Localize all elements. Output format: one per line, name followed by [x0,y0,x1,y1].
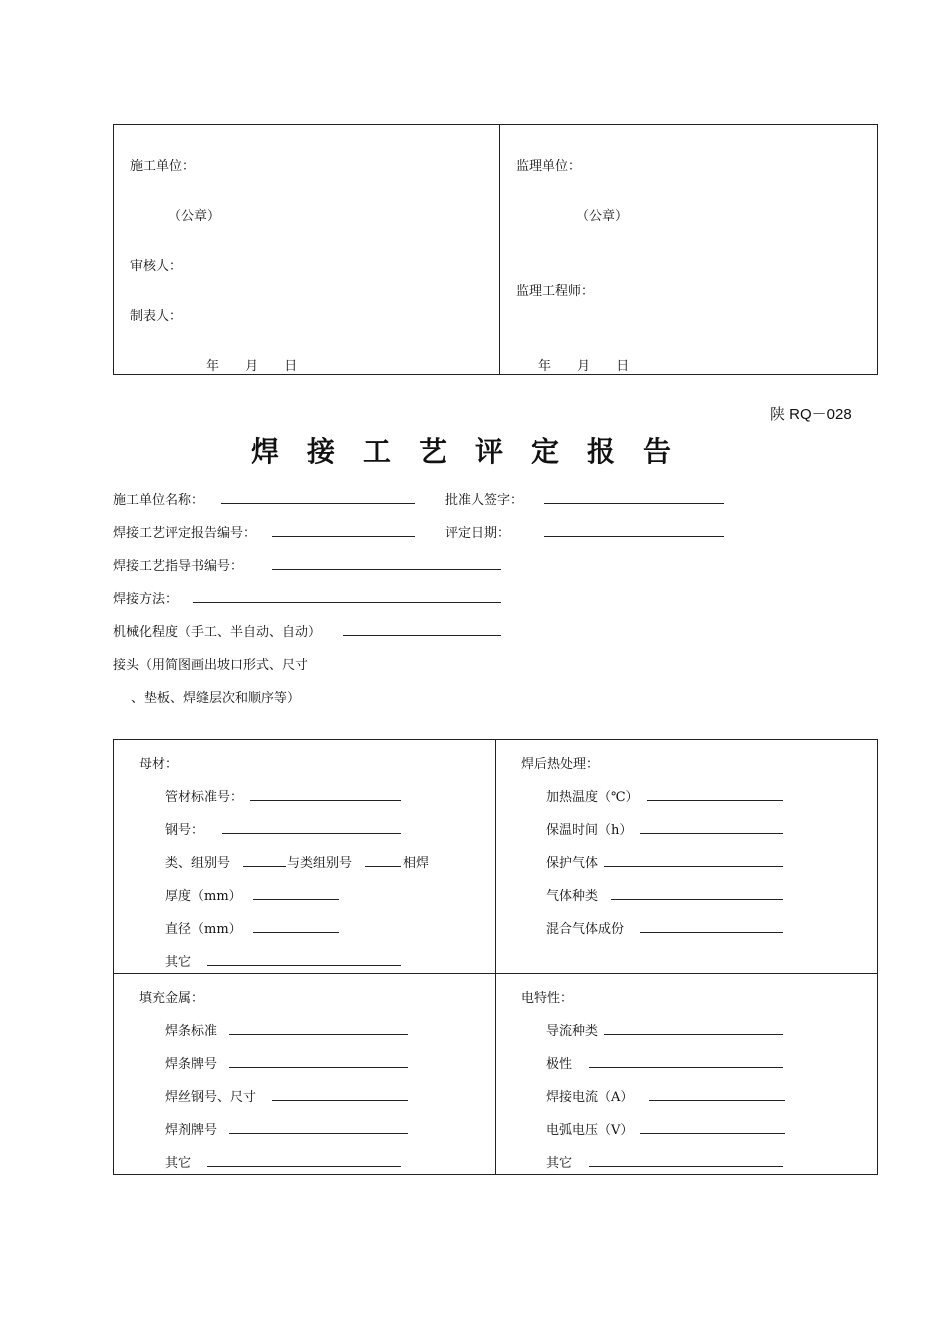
electrical-heading: 电特性： [521,991,574,1006]
gas-mix-label: 混合气体成份 [546,922,625,937]
class-group-with-label: 与类组别号 [287,856,353,871]
eval-date-field[interactable] [544,536,724,537]
supervision-seal: （公章） [576,209,629,224]
filler-other-field[interactable] [207,1166,401,1167]
welding-current-field[interactable] [649,1100,785,1101]
arc-voltage-label: 电弧电压（V） [546,1123,634,1138]
construction-date: 年 月 日 [206,359,298,374]
joint-description-line2: 、垫板、焊缝层次和顺序等） [131,691,301,706]
wps-no-field[interactable] [272,569,501,570]
gas-type-label: 气体种类 [546,889,599,904]
thickness-label: 厚度（mm） [165,889,242,904]
flux-label: 焊剂牌号 [165,1123,218,1138]
mechanization-field[interactable] [343,635,501,636]
base-metal-other-field[interactable] [207,965,401,966]
hold-time-label: 保温时间（h） [546,823,633,838]
parameters-table-divider [495,739,496,1175]
thickness-field[interactable] [253,899,339,900]
electrode-brand-field[interactable] [229,1067,408,1068]
electrode-std-label: 焊条标准 [165,1024,218,1039]
unit-name-field[interactable] [221,503,415,504]
parameters-table-row-divider [113,973,878,974]
diameter-label: 直径（mm） [165,922,242,937]
heat-temp-field[interactable] [647,800,783,801]
class-group-label: 类、组别号 [165,856,231,871]
reviewer-label: 审核人： [130,259,183,274]
approval-box [113,124,878,375]
gas-type-field[interactable] [611,899,783,900]
filler-other-label: 其它 [165,1156,192,1171]
welding-current-label: 焊接电流（A） [546,1090,634,1105]
preparer-label: 制表人： [130,309,183,324]
class-group-field-b[interactable] [365,866,401,867]
wire-field[interactable] [272,1100,408,1101]
wps-no-label: 焊接工艺指导书编号： [113,559,244,574]
joint-description-line1: 接头（用简图画出坡口形式、尺寸 [113,658,309,673]
electrode-std-field[interactable] [229,1034,408,1035]
diameter-field[interactable] [253,932,339,933]
unit-name-label: 施工单位名称： [113,493,205,508]
current-type-field[interactable] [604,1034,783,1035]
flux-field[interactable] [229,1133,408,1134]
form-number: 陕 RQ－028 [770,406,852,423]
current-type-label: 导流种类 [546,1024,599,1039]
shield-gas-label: 保护气体 [546,856,599,871]
class-group-field-a[interactable] [243,866,286,867]
construction-seal: （公章） [168,209,221,224]
mechanization-label: 机械化程度（手工、半自动、自动） [113,625,322,640]
report-no-label: 焊接工艺评定报告编号： [113,526,257,541]
eval-date-label: 评定日期： [445,526,511,541]
report-no-field[interactable] [272,536,415,537]
page-title: 焊接工艺评定报告 [250,435,699,468]
supervising-engineer-label: 监理工程师： [516,284,595,299]
pipe-std-label: 管材标准号： [165,790,244,805]
heat-temp-label: 加热温度（℃） [546,790,639,805]
steel-no-label: 钢号： [165,823,205,838]
base-metal-heading: 母材： [139,757,179,772]
construction-unit-label: 施工单位： [130,159,196,174]
welding-method-field[interactable] [193,602,501,603]
approver-sign-field[interactable] [544,503,724,504]
base-metal-other-label: 其它 [165,955,192,970]
shield-gas-field[interactable] [604,866,783,867]
approval-divider [499,124,500,375]
electrode-brand-label: 焊条牌号 [165,1057,218,1072]
approver-sign-label: 批准人签字： [445,493,524,508]
gas-mix-field[interactable] [640,932,783,933]
polarity-field[interactable] [589,1067,783,1068]
supervision-unit-label: 监理单位： [516,159,582,174]
hold-time-field[interactable] [640,833,783,834]
supervision-date: 年 月 日 [538,359,630,374]
wire-label: 焊丝钢号、尺寸 [165,1090,257,1105]
steel-no-field[interactable] [222,833,401,834]
pwht-heading: 焊后热处理： [521,757,600,772]
electrical-other-field[interactable] [589,1166,783,1167]
welding-method-label: 焊接方法： [113,592,179,607]
polarity-label: 极性 [546,1057,573,1072]
arc-voltage-field[interactable] [640,1133,785,1134]
electrical-other-label: 其它 [546,1156,573,1171]
filler-heading: 填充金属： [139,991,205,1006]
pipe-std-field[interactable] [250,800,401,801]
weld-together-label: 相焊 [403,856,430,871]
